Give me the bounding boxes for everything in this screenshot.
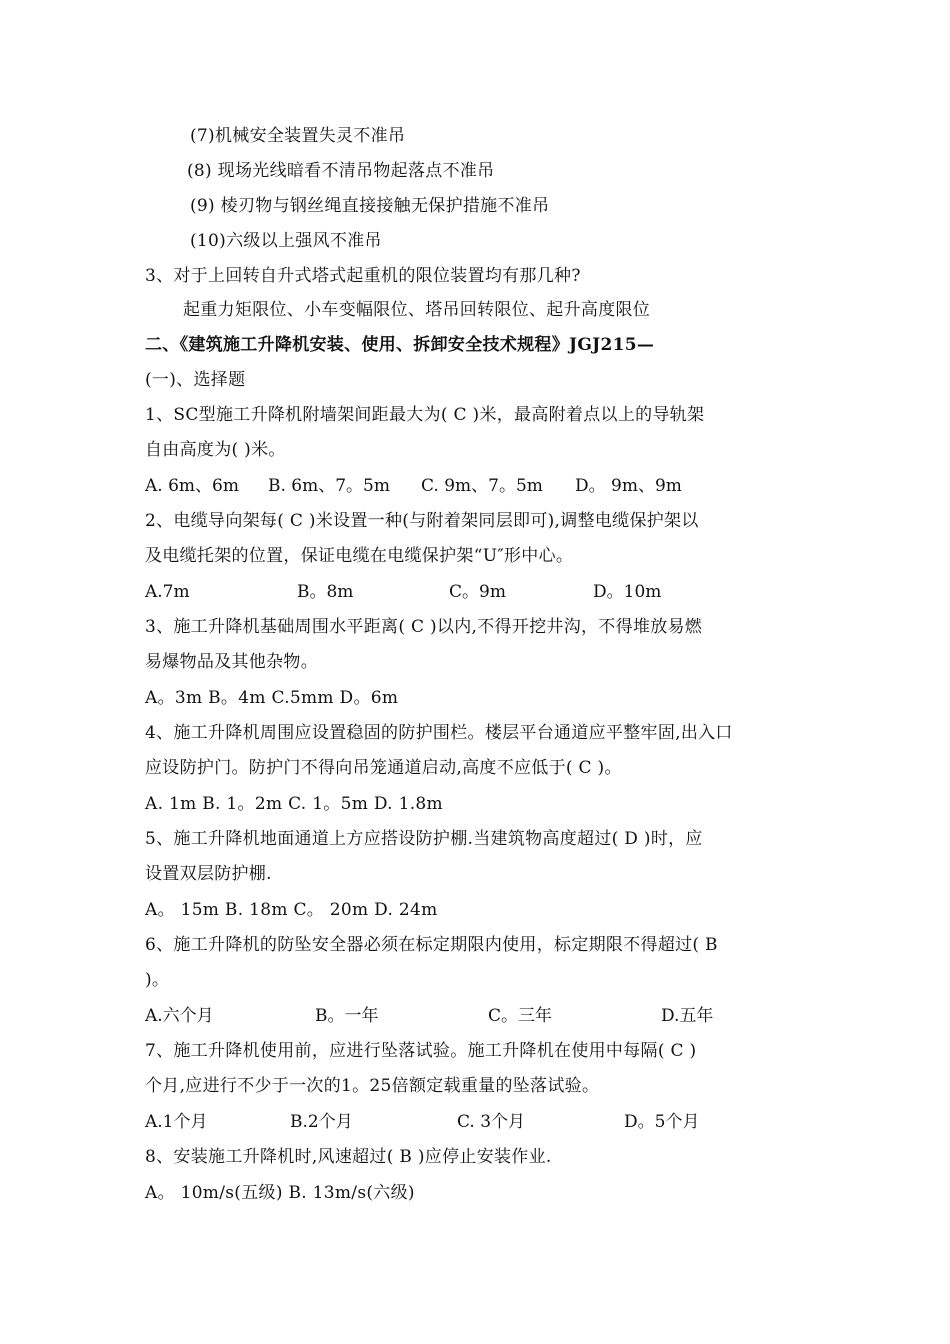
question-7-line-1: 7、施工升降机使用前，应进行坠落试验。施工升降机在使用中每隔( C ) — [145, 1041, 697, 1061]
option-c: C。9m — [449, 582, 506, 602]
question-6-line-2: )。 — [145, 970, 170, 990]
question-4-line-1: 4、施工升降机周围应设置稳固的防护围栏。楼层平台通道应平整牢固,出入口 — [145, 723, 733, 743]
list-item-7: (7)机械安全装置失灵不准吊 — [190, 126, 406, 146]
question-5-line-1: 5、施工升降机地面通道上方应搭设防护棚.当建筑物高度超过( D )时，应 — [145, 829, 703, 849]
section-subheading: (一)、选择题 — [145, 370, 246, 390]
list-item-8: (8) 现场光线暗看不清吊物起落点不准吊 — [187, 161, 495, 181]
option-b: B. 6m、7。5m — [268, 476, 390, 496]
list-item-10: (10)六级以上强风不准吊 — [190, 231, 382, 251]
option-b: B.2个月 — [290, 1112, 353, 1132]
question-2-line-1: 2、电缆导向架每( C )米设置一种(与附着架同层即可),调整电缆保护架以 — [145, 511, 699, 531]
question-tower-crane-limits: 3、对于上回转自升式塔式起重机的限位装置均有那几种? — [145, 266, 581, 286]
question-5-line-2: 设置双层防护棚. — [145, 864, 272, 884]
question-4-options: A. 1m B. 1。2m C. 1。5m D. 1.8m — [145, 794, 443, 814]
question-8-options: A。 10m/s(五级) B. 13m/s(六级) — [145, 1183, 415, 1203]
option-b: B。8m — [297, 582, 354, 602]
option-d: D。 9m、9m — [575, 476, 682, 496]
question-8-line-1: 8、安装施工升降机时,风速超过( B )应停止安装作业. — [145, 1147, 552, 1167]
list-item-9: (9) 棱刃物与钢丝绳直接接触无保护措施不准吊 — [190, 196, 550, 216]
question-2-line-2: 及电缆托架的位置，保证电缆在电缆保护架“U″形中心。 — [145, 546, 574, 566]
option-d: D。10m — [593, 582, 662, 602]
question-3-line-2: 易爆物品及其他杂物。 — [145, 652, 318, 672]
question-7-line-2: 个月,应进行不少于一次的1。25倍额定载重量的坠落试验。 — [145, 1076, 600, 1096]
option-c: C。三年 — [488, 1006, 553, 1026]
question-1-line-1: 1、SC型施工升降机附墙架间距最大为( C )米，最高附着点以上的导轨架 — [145, 405, 705, 425]
option-c: C. 9m、7。5m — [421, 476, 543, 496]
question-6-line-1: 6、施工升降机的防坠安全器必须在标定期限内使用，标定期限不得超过( B — [145, 935, 718, 955]
question-3-options: A。3m B。4m C.5mm D。6m — [145, 688, 399, 708]
question-4-line-2: 应设防护门。防护门不得向吊笼通道启动,高度不应低于( C )。 — [145, 758, 622, 778]
option-d: D。5个月 — [624, 1112, 700, 1132]
question-5-options: A。 15m B. 18m C。 20m D. 24m — [145, 900, 438, 920]
answer-tower-crane-limits: 起重力矩限位、小车变幅限位、塔吊回转限位、起升高度限位 — [183, 300, 651, 320]
option-c: C. 3个月 — [457, 1112, 526, 1132]
question-3-line-1: 3、施工升降机基础周围水平距离( C )以内,不得开挖井沟，不得堆放易燃 — [145, 617, 703, 637]
option-b: B。一年 — [315, 1006, 379, 1026]
option-a: A.7m — [145, 582, 190, 602]
section-heading: 二、《建筑施工升降机安装、使用、拆卸安全技术规程》JGJ215— — [145, 335, 655, 355]
option-a: A.六个月 — [145, 1006, 214, 1026]
option-a: A. 6m、6m — [145, 476, 239, 496]
option-a: A.1个月 — [145, 1112, 208, 1132]
option-d: D.五年 — [661, 1006, 714, 1026]
question-1-line-2: 自由高度为( )米。 — [145, 440, 286, 460]
